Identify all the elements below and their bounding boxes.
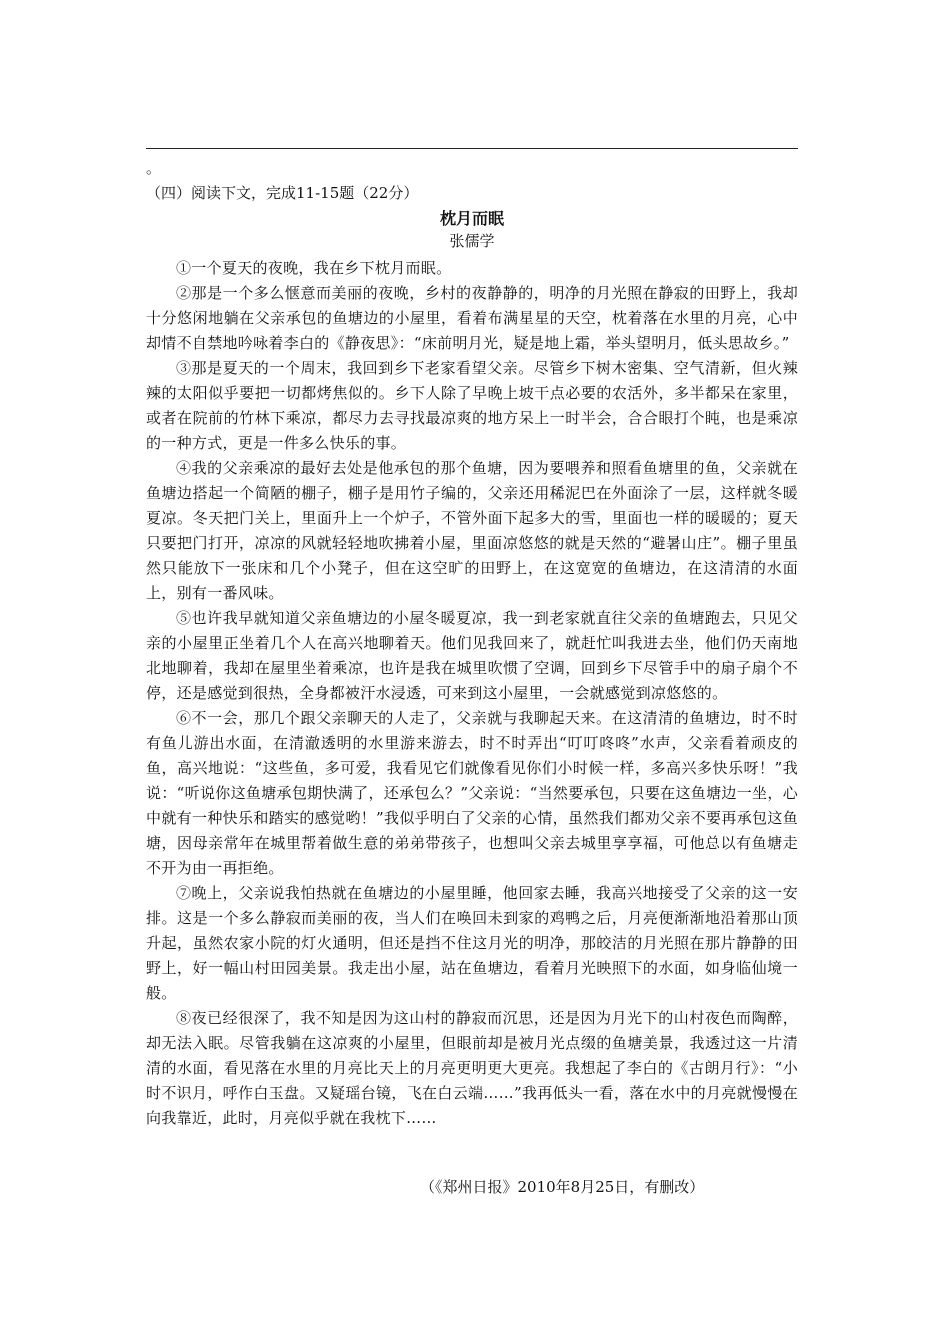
answer-period: 。 — [146, 159, 162, 177]
answer-line — [146, 148, 798, 149]
paragraph-8: ⑧夜已经很深了，我不知是因为这山村的静寂而沉思，还是因为月光下的山村夜色而陶醉，却无法入眠。尽管我躺在这凉爽的小屋里，但眼前却是被月光点缀的鱼塘美景，我透过这一片清清的水面，看见落在水里的月亮比天上的月亮更明更大更亮。我想起了李白的《古朗月行》：“小时不识月，呼作白玉盘。又疑瑶台镜，飞在白云端……”我再低头一看，落在水中的月亮就慢慢在向我靠近，此时，月亮似乎就在我枕下…… — [146, 1009, 798, 1127]
article-title: 枕月而眠 — [439, 209, 504, 228]
article-body — [146, 256, 798, 1131]
paragraph-2: ②那是一个多么惬意而美丽的夜晚，乡村的夜静静的，明净的月光照在静寂的田野上，我却十分悠闲地躺在父亲承包的鱼塘边的小屋里，看着布满星星的天空，枕着落在水里的月亮，心中却情不自禁地吟咏着李白的《静夜思》：“床前明月光，疑是地上霜，举头望明月，低头思故乡。” — [146, 284, 798, 352]
paragraph-7: ⑦晚上，父亲说我怕热就在鱼塘边的小屋里睡，他回家去睡，我高兴地接受了父亲的这一安排。这是一个多么静寂而美丽的夜，当人们在唤回未到家的鸡鸭之后，月亮便渐渐地沿着那山顶升起，虽然农家小院的灯火通明，但还是挡不住这月光的明净，那皎洁的月光照在那片静静的田野上，好一幅山村田园美景。我走出小屋，站在鱼塘边，看着月光映照下的水面，如身临仙境一般。 — [146, 884, 798, 1002]
article-author: 张儒学 — [449, 232, 495, 250]
article-source: （《郑州日报》2010年8月25日，有删改） — [420, 1178, 705, 1196]
section-heading: （四）阅读下文，完成11-15题（22分） — [146, 184, 419, 202]
paragraph-5: ⑤也许我早就知道父亲鱼塘边的小屋冬暖夏凉，我一到老家就直往父亲的鱼塘跑去，只见父亲的小屋里正坐着几个人在高兴地聊着天。他们见我回来了，就赶忙叫我进去坐，他们仍天南地北地聊着，我却在屋里坐着乘凉，也许是我在城里吹惯了空调，回到乡下尽管手中的扇子扇个不停，还是感觉到很热，全身都被汗水浸透，可来到这小屋里，一会就感觉到凉悠悠的。 — [146, 609, 798, 702]
paragraph-6: ⑥不一会，那几个跟父亲聊天的人走了，父亲就与我聊起天来。在这清清的鱼塘边，时不时有鱼儿游出水面，在清澈透明的水里游来游去，时不时弄出“叮叮咚咚”水声，父亲看着顽皮的鱼，高兴地说：“这些鱼，多可爱，我看见它们就像看见你们小时候一样，多高兴多快乐呀！”我说：“听说你这鱼塘承包期快满了，还承包么？”父亲说：“当然要承包，只要在这鱼塘边一坐，心中就有一种快乐和踏实的感觉哟！”我似乎明白了父亲的心情，虽然我们都劝父亲不要再承包这鱼塘，因母亲常年在城里帮着做生意的弟弟带孩子，也想叫父亲去城里享享福，可他总以有鱼塘走不开为由一再拒绝。 — [146, 709, 798, 877]
paragraph-3: ③那是夏天的一个周末，我回到乡下老家看望父亲。尽管乡下树木密集、空气清新，但火辣辣的太阳似乎要把一切都烤焦似的。乡下人除了早晚上坡干点必要的农活外，多半都呆在家里，或者在院前的竹林下乘凉，都尽力去寻找最凉爽的地方呆上一时半会，合合眼打个盹，也是乘凉的一种方式，更是一件多么快乐的事。 — [146, 359, 798, 452]
paragraph-4: ④我的父亲乘凉的最好去处是他承包的那个鱼塘，因为要喂养和照看鱼塘里的鱼，父亲就在鱼塘边搭起一个简陋的棚子，棚子是用竹子编的，父亲还用稀泥巴在外面涂了一层，这样就冬暖夏凉。冬天把门关上，里面升上一个炉子，不管外面下起多大的雪，里面也一样的暖暖的；夏天只要把门打开，凉凉的风就轻轻地吹拂着小屋，里面凉悠悠的就是天然的“避暑山庄”。棚子里虽然只能放下一张床和几个小凳子，但在这空旷的田野上，在这宽宽的鱼塘边，在这清清的水面上，别有一番风味。 — [146, 459, 798, 602]
paragraph-1: ①一个夏天的夜晚，我在乡下枕月而眠。 — [176, 259, 452, 277]
